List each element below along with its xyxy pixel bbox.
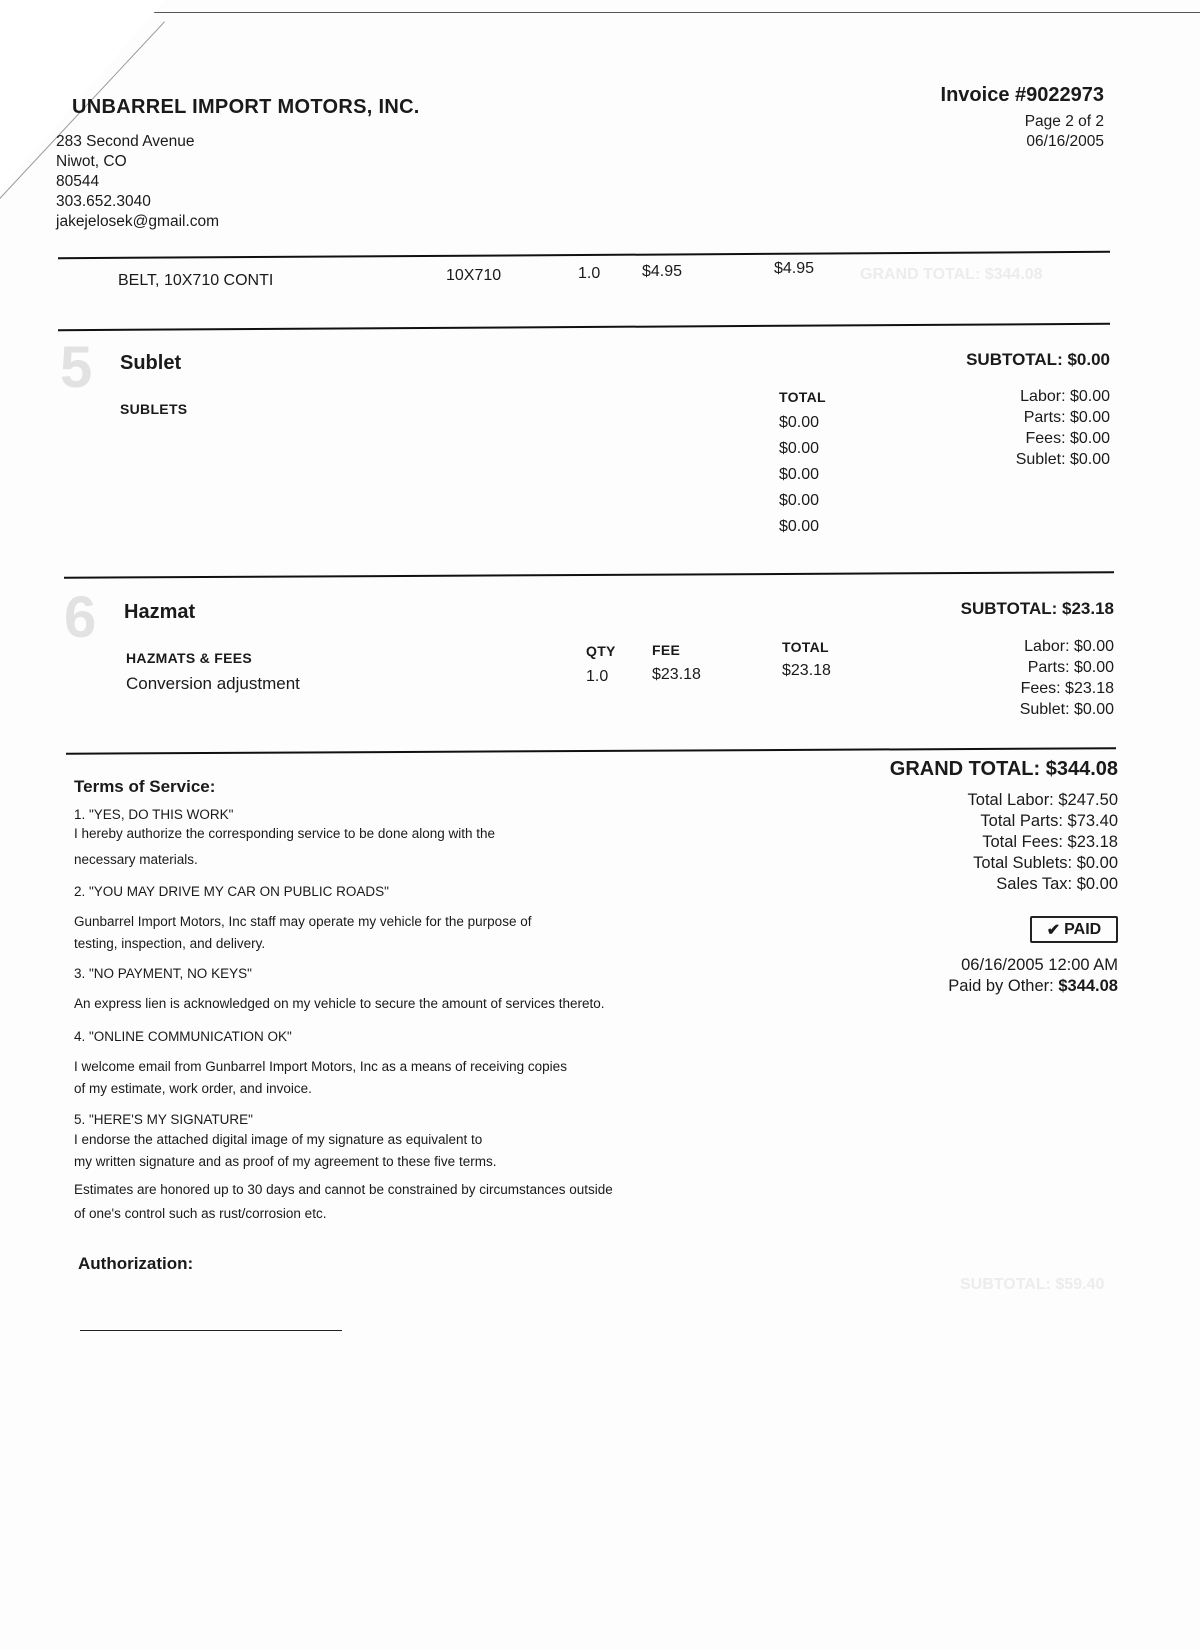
term-2-text: Gunbarrel Import Motors, Inc staff may operate my vehicle for the purpose of — [74, 914, 532, 929]
part-qty: 1.0 — [578, 265, 601, 282]
bleed-through-text: SUBTOTAL: $59.40 — [960, 1276, 1105, 1293]
total-fees: Total Fees: $23.18 — [982, 833, 1118, 851]
company-address — [56, 132, 219, 232]
breakdown-sublet: Sublet: $0.00 — [1019, 701, 1114, 718]
term-1-heading: 1. "YES, DO THIS WORK" — [74, 807, 234, 822]
page-top-edge — [150, 12, 1200, 13]
hazmat-subtotal: SUBTOTAL: $23.18 — [960, 599, 1114, 618]
breakdown-parts: Parts: $0.00 — [1023, 409, 1110, 426]
hazmat-qty-header: QTY — [586, 643, 616, 659]
total-parts: Total Parts: $73.40 — [980, 812, 1118, 830]
section-number: 6 — [64, 585, 97, 650]
grand-total: GRAND TOTAL: $344.08 — [889, 758, 1118, 780]
invoice-date: 06/16/2005 — [1026, 133, 1104, 150]
sublet-total-value: $0.00 — [779, 518, 820, 535]
breakdown-fees: Fees: $0.00 — [1025, 430, 1110, 447]
breakdown-labor: Labor: $0.00 — [1024, 638, 1114, 655]
company-name: UNBARREL IMPORT MOTORS, INC. — [72, 96, 420, 118]
breakdown-sublet: Sublet: $0.00 — [1015, 451, 1110, 468]
grand-breakdown — [968, 790, 1118, 895]
address-street: 283 Second Avenue — [56, 133, 195, 150]
hazmat-item: Conversion adjustment — [126, 674, 300, 693]
sublets-label: SUBLETS — [120, 401, 188, 417]
total-sublets: Total Sublets: $0.00 — [973, 854, 1118, 872]
bleed-through-text: GRAND TOTAL: $344.08 — [860, 266, 1043, 283]
section-title-sublet: Sublet — [120, 352, 182, 374]
term-1-text: I hereby authorize the corresponding service to be done along with the — [74, 826, 496, 841]
sublet-totals — [779, 410, 819, 540]
hazmats-label: HAZMATS & FEES — [126, 650, 253, 666]
paid-datetime: 06/16/2005 12:00 AM — [961, 956, 1118, 974]
sublet-total-value: $0.00 — [779, 492, 820, 509]
term-5-heading: 5. "HERE'S MY SIGNATURE" — [74, 1112, 253, 1127]
hazmat-qty: 1.0 — [586, 668, 609, 685]
check-icon: ✔ — [1046, 921, 1061, 939]
term-3-heading: 3. "NO PAYMENT, NO KEYS" — [74, 966, 252, 981]
invoice-page: Page 2 of 2 — [1024, 113, 1104, 130]
breakdown-labor: Labor: $0.00 — [1020, 388, 1110, 405]
sublet-total-header: TOTAL — [779, 389, 826, 405]
sublet-total-value: $0.00 — [779, 440, 820, 457]
part-total: $4.95 — [774, 260, 815, 277]
hazmat-total-header: TOTAL — [782, 639, 829, 655]
part-price: $4.95 — [642, 263, 683, 280]
sublet-total-value: $0.00 — [779, 414, 820, 431]
part-description: BELT, 10X710 CONTI — [118, 272, 274, 289]
term-5-text: I endorse the attached digital image of my signature as equivalent to — [74, 1132, 483, 1147]
term-3-text: An express lien is acknowledged on my vehicle to secure the amount of services thereto. — [74, 996, 605, 1011]
total-labor: Total Labor: $247.50 — [967, 791, 1118, 809]
breakdown-parts: Parts: $0.00 — [1027, 659, 1114, 676]
paid-by — [948, 976, 1118, 997]
invoice-meta — [1025, 112, 1104, 152]
address-city: Niwot, CO — [56, 153, 127, 170]
term-5-text: my written signature and as proof of my agreement to these five terms. — [74, 1154, 497, 1169]
term-4-text: I welcome email from Gunbarrel Import Motors, Inc as a means of receiving copies — [74, 1059, 567, 1074]
hazmat-total: $23.18 — [782, 662, 831, 679]
hazmat-breakdown — [1020, 636, 1114, 720]
term-1-text: necessary materials. — [74, 852, 198, 867]
estimate-note: of one's control such as rust/corrosion etc. — [74, 1206, 327, 1221]
paid-by-amount: $344.08 — [1058, 977, 1118, 995]
payment-info — [948, 955, 1118, 997]
divider — [66, 747, 1116, 754]
sales-tax: Sales Tax: $0.00 — [996, 875, 1118, 893]
paid-by-label: Paid by Other: — [948, 977, 1054, 995]
term-4-heading: 4. "ONLINE COMMUNICATION OK" — [74, 1029, 292, 1044]
sublet-total-value: $0.00 — [779, 466, 820, 483]
hazmat-fee: $23.18 — [652, 666, 701, 683]
section-title-hazmat: Hazmat — [124, 601, 196, 623]
hazmat-fee-header: FEE — [652, 642, 681, 658]
paid-label: PAID — [1064, 920, 1102, 938]
address-phone: 303.652.3040 — [56, 193, 151, 210]
divider — [58, 251, 1110, 259]
term-4-text: of my estimate, work order, and invoice. — [74, 1081, 312, 1096]
estimate-note: Estimates are honored up to 30 days and cannot be constrained by circumstances outside — [74, 1182, 613, 1197]
section-number: 5 — [60, 335, 93, 400]
paid-stamp — [1030, 916, 1118, 943]
authorization-label: Authorization: — [78, 1254, 194, 1273]
sublet-breakdown — [1016, 386, 1110, 470]
divider — [58, 323, 1110, 331]
term-2-text: testing, inspection, and delivery. — [74, 936, 266, 951]
term-2-heading: 2. "YOU MAY DRIVE MY CAR ON PUBLIC ROADS" — [74, 884, 389, 899]
part-number: 10X710 — [446, 267, 502, 284]
invoice-number: Invoice #9022973 — [940, 84, 1104, 106]
divider — [64, 571, 1114, 578]
terms-title: Terms of Service: — [74, 777, 216, 796]
signature-line — [80, 1330, 342, 1331]
sublet-subtotal: SUBTOTAL: $0.00 — [966, 350, 1110, 369]
address-zip: 80544 — [56, 173, 100, 190]
address-email: jakejelosek@gmail.com — [56, 213, 220, 230]
breakdown-fees: Fees: $23.18 — [1020, 680, 1114, 697]
